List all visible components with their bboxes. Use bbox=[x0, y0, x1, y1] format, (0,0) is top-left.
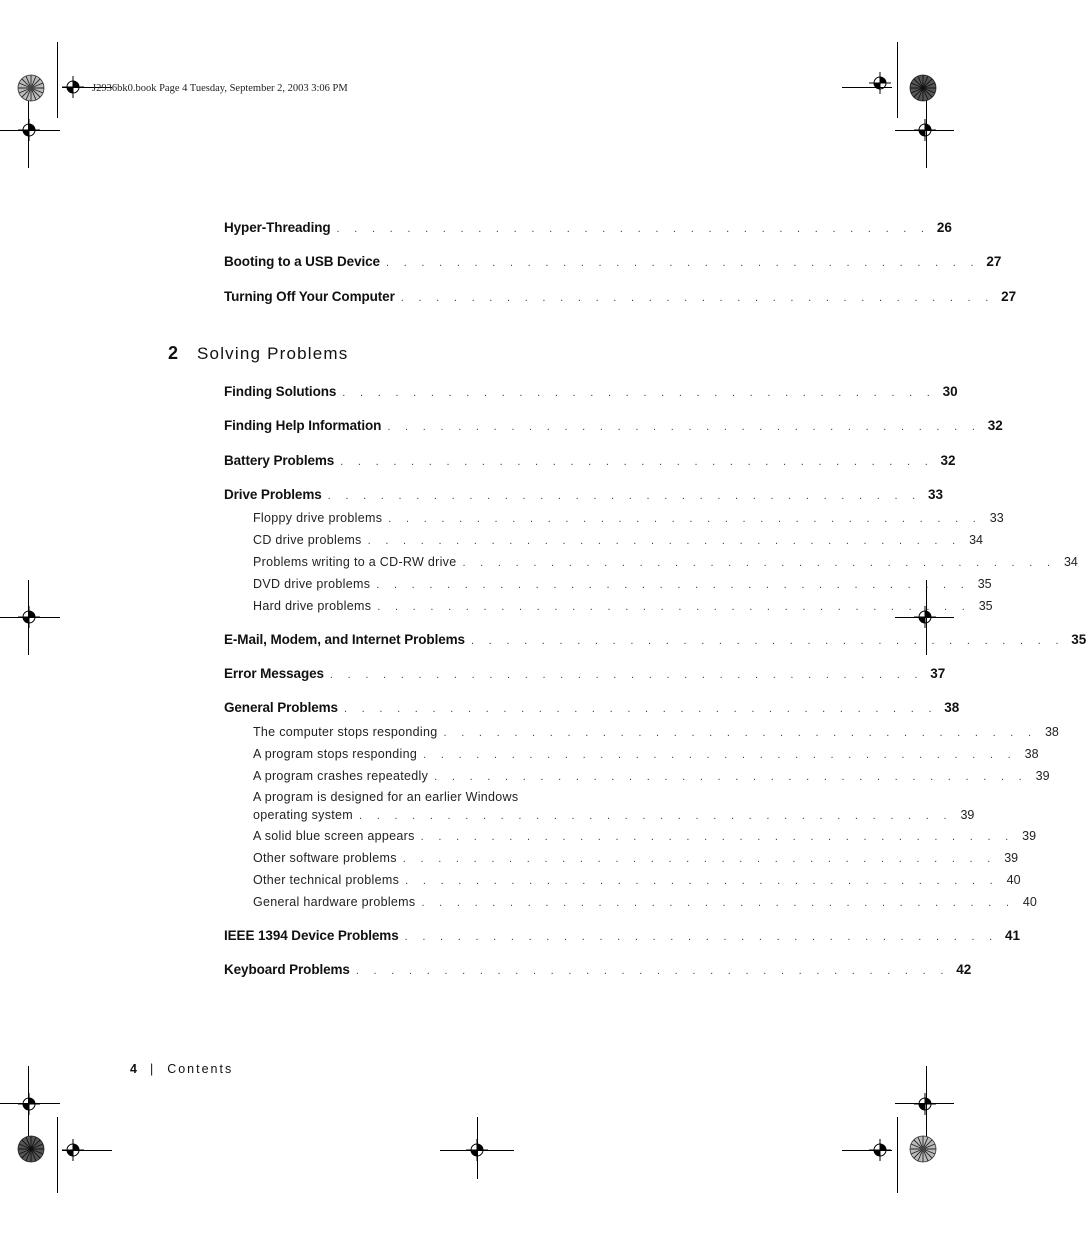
toc-subentry[interactable] bbox=[253, 829, 1037, 843]
toc-entry-title: The computer stops responding bbox=[253, 725, 438, 739]
toc-entry-page: 39 bbox=[1004, 851, 1019, 865]
toc-leader: . . . . . . . . . . . . . . . . . . . . . . . . . . . . . . . . . . bbox=[355, 965, 950, 977]
toc-entry-page: 34 bbox=[1063, 555, 1078, 569]
toc-leader: . . . . . . . . . . . . . . . . . . . . . . . . . . . . . . . . . . bbox=[387, 421, 981, 433]
toc-leader: . . . . . . . . . . . . . . . . . . . . . . . . . . . . . . . . . . bbox=[340, 456, 934, 468]
chapter-title: Solving Problems bbox=[197, 344, 349, 363]
crop-mark bbox=[57, 1117, 58, 1193]
registration-mark-icon bbox=[18, 1093, 40, 1115]
registration-mark-icon bbox=[914, 1093, 936, 1115]
toc-entry-title: Floppy drive problems bbox=[253, 511, 383, 525]
toc-subentry[interactable] bbox=[253, 808, 975, 822]
chapter-number: 2 bbox=[168, 343, 179, 363]
toc-entry-title: A solid blue screen appears bbox=[253, 829, 415, 843]
toc-entry-title: Error Messages bbox=[224, 666, 324, 681]
toc-subentry[interactable] bbox=[253, 533, 983, 547]
toc-entry-page: 37 bbox=[930, 666, 946, 681]
toc-leader: . . . . . . . . . . . . . . . . . . . . . . . . . . . . . . . . . . bbox=[342, 387, 936, 399]
toc-entry[interactable] bbox=[224, 632, 1086, 647]
toc-leader: . . . . . . . . . . . . . . . . . . . . . . . . . . . . . . . . . . bbox=[405, 875, 999, 887]
toc-entry-title: Finding Help Information bbox=[224, 418, 382, 433]
toc-leader: . . . . . . . . . . . . . . . . . . . . . . . . . . . . . . . . . . bbox=[400, 292, 995, 304]
toc-entry-title: Hard drive problems bbox=[253, 599, 372, 613]
page-number: 4 bbox=[130, 1062, 137, 1076]
toc-subentry[interactable] bbox=[253, 555, 1078, 569]
toc-entry-page: 40 bbox=[1006, 873, 1021, 887]
toc-leader: . . . . . . . . . . . . . . . . . . . . . . . . . . . . . . . . . . bbox=[376, 579, 970, 591]
toc-leader: . . . . . . . . . . . . . . . . . . . . . . . . . . . . . . . . . . bbox=[470, 635, 1065, 647]
star-target-icon bbox=[17, 74, 45, 102]
registration-mark-icon bbox=[62, 76, 84, 98]
toc-leader: . . . . . . . . . . . . . . . . . . . . . . . . . . . . . . . . . . bbox=[358, 810, 953, 822]
toc-entry-page: 35 bbox=[977, 577, 992, 591]
toc-entry-page: 33 bbox=[989, 511, 1004, 525]
toc-subentry[interactable] bbox=[253, 851, 1019, 865]
toc-entry-title: A program crashes repeatedly bbox=[253, 769, 429, 783]
toc-entry-page: 27 bbox=[986, 254, 1002, 269]
toc-subentry-line1[interactable] bbox=[253, 790, 657, 804]
toc-entry-title: Other technical problems bbox=[253, 873, 400, 887]
toc-entry-page: 39 bbox=[1022, 829, 1037, 843]
toc-leader: . . . . . . . . . . . . . . . . . . . . . . . . . . . . . . . . . . bbox=[336, 223, 930, 235]
toc-leader: . . . . . . . . . . . . . . . . . . . . . . . . . . . . . . . . . . bbox=[462, 557, 1056, 569]
toc-entry[interactable] bbox=[224, 453, 956, 468]
star-target-icon bbox=[909, 74, 937, 102]
toc-subentry[interactable] bbox=[253, 747, 1039, 761]
toc-entry-title-continued: operating system bbox=[253, 808, 353, 822]
toc-entry[interactable] bbox=[224, 289, 1017, 304]
toc-leader: . . . . . . . . . . . . . . . . . . . . . . . . . . . . . . . . . . bbox=[367, 535, 961, 547]
toc-entry-title: Finding Solutions bbox=[224, 384, 337, 399]
toc-leader: . . . . . . . . . . . . . . . . . . . . . . . . . . . . . . . . . . bbox=[385, 257, 980, 269]
toc-entry[interactable] bbox=[224, 666, 946, 681]
toc-entry-title: A program is designed for an earlier Windows bbox=[253, 790, 519, 804]
toc-entry-page: 26 bbox=[936, 220, 952, 235]
toc-subentry[interactable] bbox=[253, 895, 1037, 909]
toc-leader: . . . . . . . . . . . . . . . . . . . . . . . . . . . . . . . . . . bbox=[388, 513, 982, 525]
toc-leader: . . . . . . . . . . . . . . . . . . . . . . . . . . . . . . . . . . bbox=[377, 601, 971, 613]
toc-entry[interactable] bbox=[224, 254, 1002, 269]
toc-entry-page: 35 bbox=[978, 599, 993, 613]
toc-entry-page: 32 bbox=[940, 453, 956, 468]
toc-entry-title: Hyper-Threading bbox=[224, 220, 331, 235]
toc-subentry[interactable] bbox=[253, 511, 1004, 525]
toc-entry-title: Keyboard Problems bbox=[224, 962, 350, 977]
toc-entry-title: General Problems bbox=[224, 700, 338, 715]
toc-entry-title: CD drive problems bbox=[253, 533, 362, 547]
toc-leader: . . . . . . . . . . . . . . . . . . . . . . . . . . . . . . . . . . bbox=[329, 669, 924, 681]
toc-entry-page: 39 bbox=[1035, 769, 1050, 783]
toc-leader: . . . . . . . . . . . . . . . . . . . . . . . . . . . . . . . . . . bbox=[343, 703, 938, 715]
toc-entry-title: Other software problems bbox=[253, 851, 397, 865]
registration-mark-icon bbox=[914, 119, 936, 141]
toc-entry-page: 34 bbox=[969, 533, 983, 547]
crop-mark bbox=[897, 1117, 898, 1193]
crop-mark bbox=[897, 42, 898, 118]
toc-leader: . . . . . . . . . . . . . . . . . . . . . . . . . . . . . . . . . . bbox=[434, 771, 1028, 783]
toc-entry[interactable] bbox=[224, 700, 960, 715]
toc-entry-title: Booting to a USB Device bbox=[224, 254, 380, 269]
toc-entry-page: 38 bbox=[1044, 725, 1059, 739]
toc-entry-page: 39 bbox=[960, 808, 975, 822]
registration-mark-icon bbox=[466, 1139, 488, 1161]
toc-entry-page: 33 bbox=[928, 487, 944, 502]
chapter-heading[interactable] bbox=[168, 343, 348, 364]
registration-mark-icon bbox=[18, 119, 40, 141]
toc-entry-page: 40 bbox=[1022, 895, 1037, 909]
toc-leader: . . . . . . . . . . . . . . . . . . . . . . . . . . . . . . . . . . bbox=[404, 931, 998, 943]
registration-mark-icon bbox=[18, 606, 40, 628]
toc-leader: . . . . . . . . . . . . . . . . . . . . . . . . . . . . . . . . . . bbox=[423, 749, 1017, 761]
footer-section-name: Contents bbox=[167, 1062, 234, 1076]
toc-subentry[interactable] bbox=[253, 769, 1050, 783]
toc-entry-page: 42 bbox=[956, 962, 972, 977]
toc-entry[interactable] bbox=[224, 962, 972, 977]
registration-mark-icon bbox=[869, 1139, 891, 1161]
registration-mark-icon bbox=[62, 1139, 84, 1161]
toc-subentry[interactable] bbox=[253, 873, 1021, 887]
toc-entry[interactable] bbox=[224, 418, 1003, 433]
toc-entry-title: General hardware problems bbox=[253, 895, 416, 909]
toc-entry-title: IEEE 1394 Device Problems bbox=[224, 928, 399, 943]
crop-mark bbox=[57, 42, 58, 118]
toc-entry-title: Turning Off Your Computer bbox=[224, 289, 395, 304]
toc-entry-page: 27 bbox=[1001, 289, 1017, 304]
footer-separator: | bbox=[149, 1062, 154, 1076]
toc-leader: . . . . . . . . . . . . . . . . . . . . . . . . . . . . . . . . . . bbox=[327, 490, 922, 502]
print-header: J2936bk0.book Page 4 Tuesday, September 2, 2003 3:06 PM bbox=[92, 83, 348, 94]
toc-entry-title: Problems writing to a CD-RW drive bbox=[253, 555, 457, 569]
page-footer bbox=[130, 1062, 233, 1076]
toc-entry[interactable] bbox=[224, 487, 944, 502]
toc-subentry[interactable] bbox=[253, 725, 1059, 739]
toc-entry-title: E-Mail, Modem, and Internet Problems bbox=[224, 632, 465, 647]
toc-entry-title: DVD drive problems bbox=[253, 577, 371, 591]
toc-entry[interactable] bbox=[224, 928, 1020, 943]
toc-entry[interactable] bbox=[224, 220, 952, 235]
toc-entry-page: 41 bbox=[1004, 928, 1020, 943]
toc-leader: . . . . . . . . . . . . . . . . . . . . . . . . . . . . . . . . . . bbox=[421, 897, 1015, 909]
toc-entry-title: Drive Problems bbox=[224, 487, 322, 502]
toc-leader: . . . . . . . . . . . . . . . . . . . . . . . . . . . . . . . . . . bbox=[443, 727, 1037, 739]
toc-entry-page: 38 bbox=[944, 700, 960, 715]
toc-entry-page: 32 bbox=[987, 418, 1003, 433]
toc-entry[interactable] bbox=[224, 384, 958, 399]
star-target-icon bbox=[909, 1135, 937, 1163]
toc-leader: . . . . . . . . . . . . . . . . . . . . . . . . . . . . . . . . . . bbox=[402, 853, 997, 865]
toc-entry-title: Battery Problems bbox=[224, 453, 335, 468]
registration-mark-icon bbox=[869, 72, 891, 94]
toc-entry-page: 38 bbox=[1024, 747, 1039, 761]
toc-leader: . . . . . . . . . . . . . . . . . . . . . . . . . . . . . . . . . . bbox=[420, 831, 1015, 843]
toc-subentry[interactable] bbox=[253, 599, 993, 613]
toc-entry-page: 35 bbox=[1071, 632, 1086, 647]
toc-entry-page: 30 bbox=[942, 384, 958, 399]
toc-entry-title: A program stops responding bbox=[253, 747, 418, 761]
toc-subentry[interactable] bbox=[253, 577, 992, 591]
star-target-icon bbox=[17, 1135, 45, 1163]
